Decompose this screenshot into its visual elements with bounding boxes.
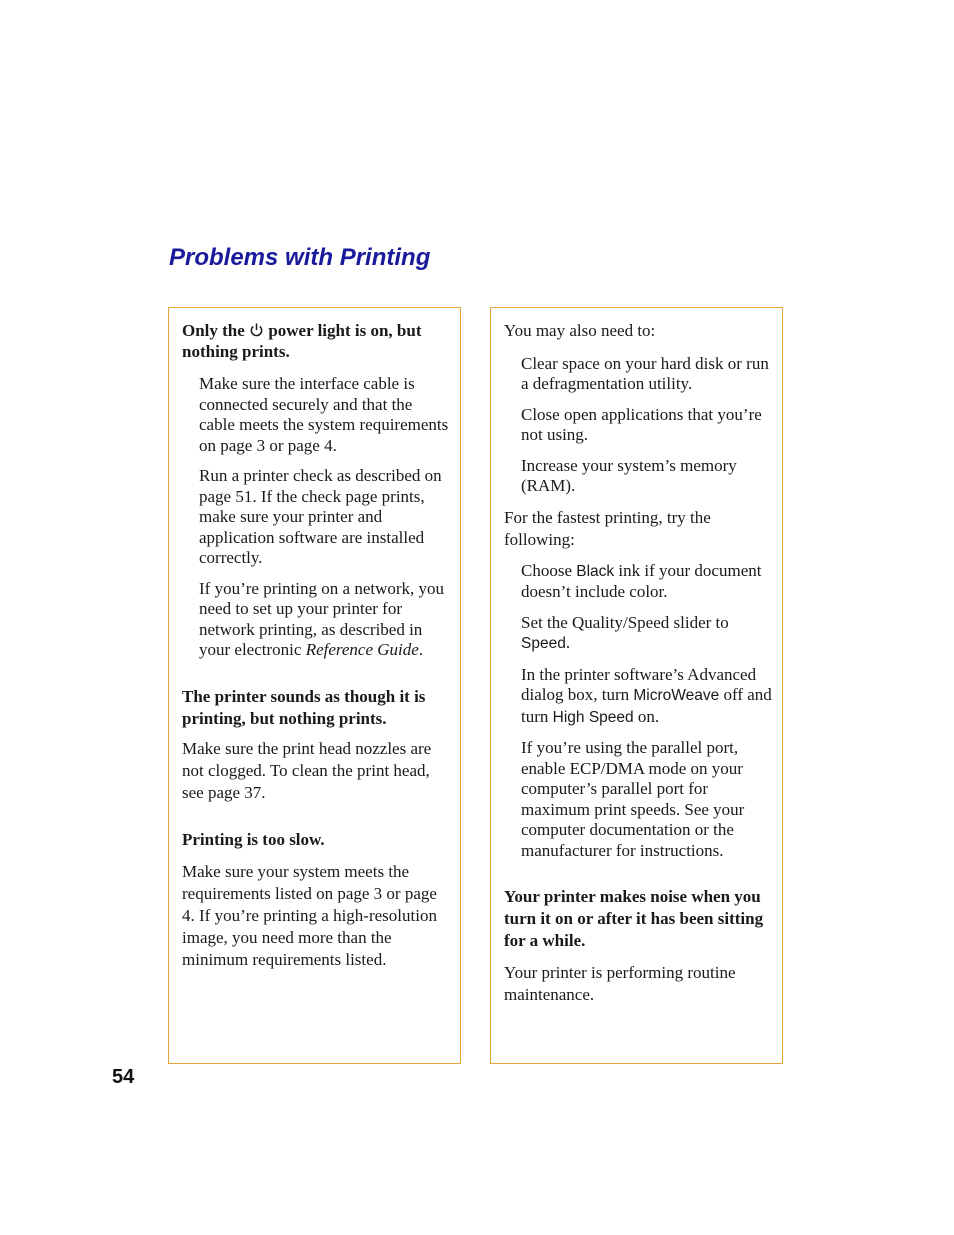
list-item-advanced-dialog: In the printer software’s Advanced dialog box, turn MicroWeave off and turn High Speed on. [521, 664, 772, 726]
heading-sounds-printing: The printer sounds as though it is printing, but nothing prints. [182, 686, 426, 728]
paragraph-cable: Make sure the interface cable is connected securely and that the cable meets the system requirements on page 3 or page 4. [199, 374, 449, 455]
list-item-clear-space: Clear space on your hard disk or run a defragmentation utility. [521, 353, 769, 393]
intro-fastest: For the fastest printing, try the following: [504, 507, 711, 549]
paragraph-printer-check: Run a printer check as described on page 51. If the check page prints, make sure your printer and application software are installed correctly. [199, 466, 442, 567]
paragraph-nozzles: Make sure the print head nozzles are not clogged. To clean the print head, see page 37. [182, 738, 432, 802]
heading-too-slow: Printing is too slow. [182, 829, 325, 849]
right-panel [490, 307, 783, 1064]
list-item-memory: Increase your system’s memory (RAM). [521, 455, 737, 495]
list-item-black-ink: Choose Black ink if your document doesn’t include color. [521, 560, 762, 601]
list-item-close-apps: Close open applications that you’re not using. [521, 404, 762, 444]
heading-power-light: Only the power light is on, but nothing prints. [182, 321, 422, 361]
power-icon [249, 322, 264, 338]
list-item-speed-slider: Set the Quality/Speed slider to Speed. [521, 612, 729, 652]
heading-noise: Your printer makes noise when you turn it on or after it has been sitting for a while. [504, 887, 764, 950]
page-title: Problems with Printing [169, 244, 431, 271]
left-panel [168, 307, 461, 1064]
paragraph-maintenance: Your printer is performing routine maintenance. [504, 963, 736, 1004]
intro-also-need: You may also need to: [504, 321, 656, 340]
reference-guide-title: Reference Guide [305, 640, 419, 659]
page-number: 54 [112, 1066, 135, 1088]
paragraph-network: If you’re printing on a network, you need to set up your printer for network printing, as described in your electronic Reference Guide. [199, 578, 445, 659]
paragraph-system-requirements: Make sure your system meets the requirements listed on page 3 or page 4. If you’re printing a high-resolution image, you need more than the minimum requirements listed. [182, 862, 437, 969]
list-item-parallel-port: If you’re using the parallel port, enable ECP/DMA mode on your computer’s parallel port for maximum print speeds. See your computer documentation or the manufacturer for instructions. [521, 738, 745, 860]
